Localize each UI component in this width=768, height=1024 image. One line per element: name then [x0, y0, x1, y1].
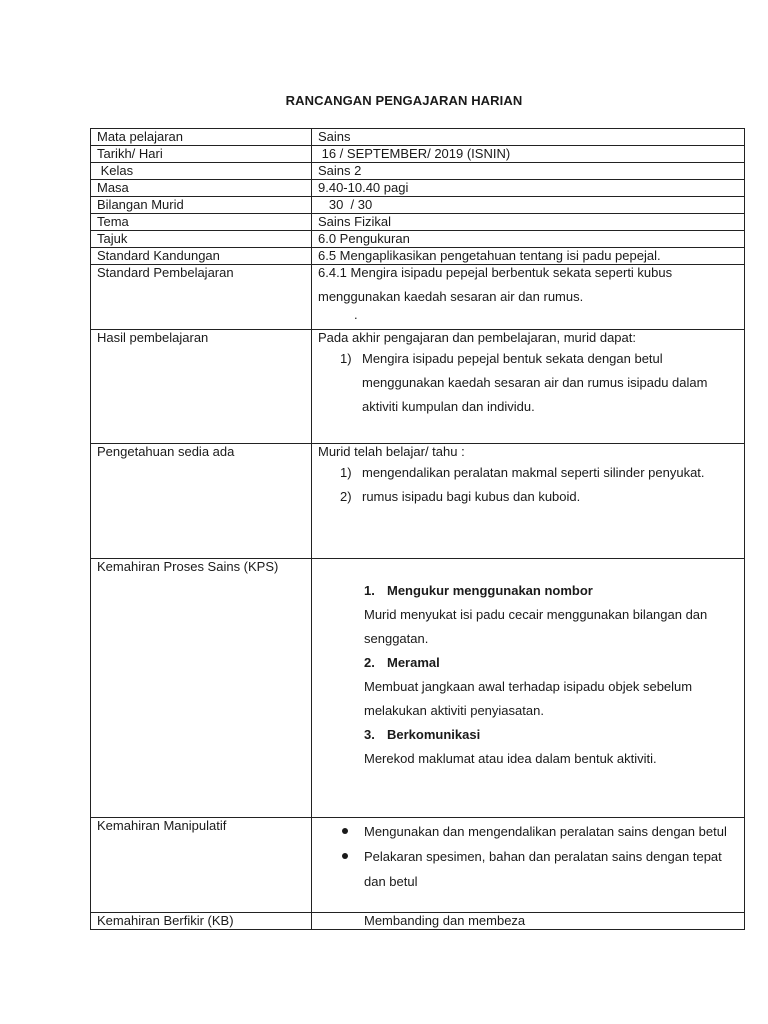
bullet-icon: [342, 828, 348, 834]
row-label: Kemahiran Manipulatif: [91, 818, 312, 913]
list-text: Mengira isipadu pepejal bentuk sekata dengan betul menggunakan kaedah sesaran air dan rumus isipadu dalam aktiviti kumpulan dan individu.: [362, 351, 708, 414]
table-row: [91, 559, 745, 818]
row-label: Tajuk: [91, 231, 312, 248]
list-item: [318, 461, 738, 485]
hasil-intro: Pada akhir pengajaran dan pembelajaran, murid dapat:: [318, 330, 636, 345]
table-row: [91, 214, 745, 231]
kps-heading: [318, 651, 738, 675]
list-text: Mengunakan dan mengendalikan peralatan sains dengan betul: [364, 824, 727, 839]
row-label: Hasil pembelajaran: [91, 330, 312, 444]
list-item: [318, 485, 738, 509]
kps-number: 2.: [364, 655, 375, 670]
table-row: [91, 913, 745, 930]
table-row: [91, 180, 745, 197]
row-value: [312, 265, 745, 330]
row-value: 6.0 Pengukuran: [312, 231, 745, 248]
pengetahuan-intro: Murid telah belajar/ tahu :: [318, 444, 465, 459]
list-item: [318, 347, 738, 419]
lesson-plan-table: [90, 128, 745, 930]
list-text: rumus isipadu bagi kubus dan kuboid.: [362, 489, 581, 504]
pengetahuan-list: [318, 461, 738, 509]
row-label: Mata pelajaran: [91, 129, 312, 146]
row-label: Standard Pembelajaran: [91, 265, 312, 330]
kps-heading-text: Mengukur menggunakan nombor: [387, 583, 593, 598]
row-label: Kemahiran Proses Sains (KPS): [91, 559, 312, 818]
table-row: [91, 197, 745, 214]
row-value: 6.5 Mengaplikasikan pengetahuan tentang isi padu pepejal.: [312, 248, 745, 265]
kps-heading: [318, 579, 738, 603]
kps-heading-text: Meramal: [387, 655, 440, 670]
kps-heading: [318, 723, 738, 747]
row-value: Membanding dan membeza: [312, 913, 745, 930]
table-row: [91, 129, 745, 146]
document-title: RANCANGAN PENGAJARAN HARIAN: [285, 93, 523, 108]
kps-heading-text: Berkomunikasi: [387, 727, 481, 742]
row-value: [312, 330, 745, 444]
row-label: Kemahiran Berfikir (KB): [91, 913, 312, 930]
kps-number: 1.: [364, 583, 375, 598]
table-row: [91, 265, 745, 330]
list-number: 1): [340, 465, 352, 480]
table-row: [91, 818, 745, 913]
table-row: [91, 146, 745, 163]
row-value: 9.40-10.40 pagi: [312, 180, 745, 197]
row-label: Pengetahuan sedia ada: [91, 444, 312, 559]
table-row: [91, 163, 745, 180]
row-label: Standard Kandungan: [91, 248, 312, 265]
table-row: [91, 248, 745, 265]
row-label: Tarikh/ Hari: [91, 146, 312, 163]
row-label: Masa: [91, 180, 312, 197]
list-number: 1): [340, 351, 352, 366]
row-label: Tema: [91, 214, 312, 231]
kps-description: Murid menyukat isi padu cecair menggunakan bilangan dan senggatan.: [364, 607, 708, 646]
kps-number: 3.: [364, 727, 375, 742]
hasil-list: [318, 347, 738, 419]
kps-description: Membuat jangkaan awal terhadap isipadu objek sebelum melakukan aktiviti penyiasatan.: [364, 679, 693, 718]
row-value: [312, 818, 745, 913]
bullet-icon: [342, 853, 348, 859]
table-row: [91, 444, 745, 559]
row-value: Sains: [312, 129, 745, 146]
list-text: Pelakaran spesimen, bahan dan peralatan sains dengan tepat dan betul: [364, 849, 722, 889]
standard-pembelajaran-text: 6.4.1 Mengira isipadu pepejal berbentuk sekata seperti kubus menggunakan kaedah sesaran air dan rumus.: [318, 265, 673, 304]
list-number: 2): [340, 489, 352, 504]
table-row: [91, 330, 745, 444]
list-text: mengendalikan peralatan makmal seperti silinder penyukat.: [362, 465, 705, 480]
list-item: [318, 819, 738, 844]
row-label: Bilangan Murid: [91, 197, 312, 214]
row-value: Sains 2: [312, 163, 745, 180]
row-value: 30 / 30: [312, 197, 745, 214]
row-label: Kelas: [91, 163, 312, 180]
trailing-dot: .: [354, 307, 358, 322]
manipulatif-list: [318, 819, 738, 894]
table-row: [91, 231, 745, 248]
row-value: 16 / SEPTEMBER/ 2019 (ISNIN): [312, 146, 745, 163]
kps-description: Merekod maklumat atau idea dalam bentuk aktiviti.: [364, 751, 657, 766]
row-value: [312, 444, 745, 559]
row-value: [312, 559, 745, 818]
row-value: Sains Fizikal: [312, 214, 745, 231]
list-item: [318, 844, 738, 894]
